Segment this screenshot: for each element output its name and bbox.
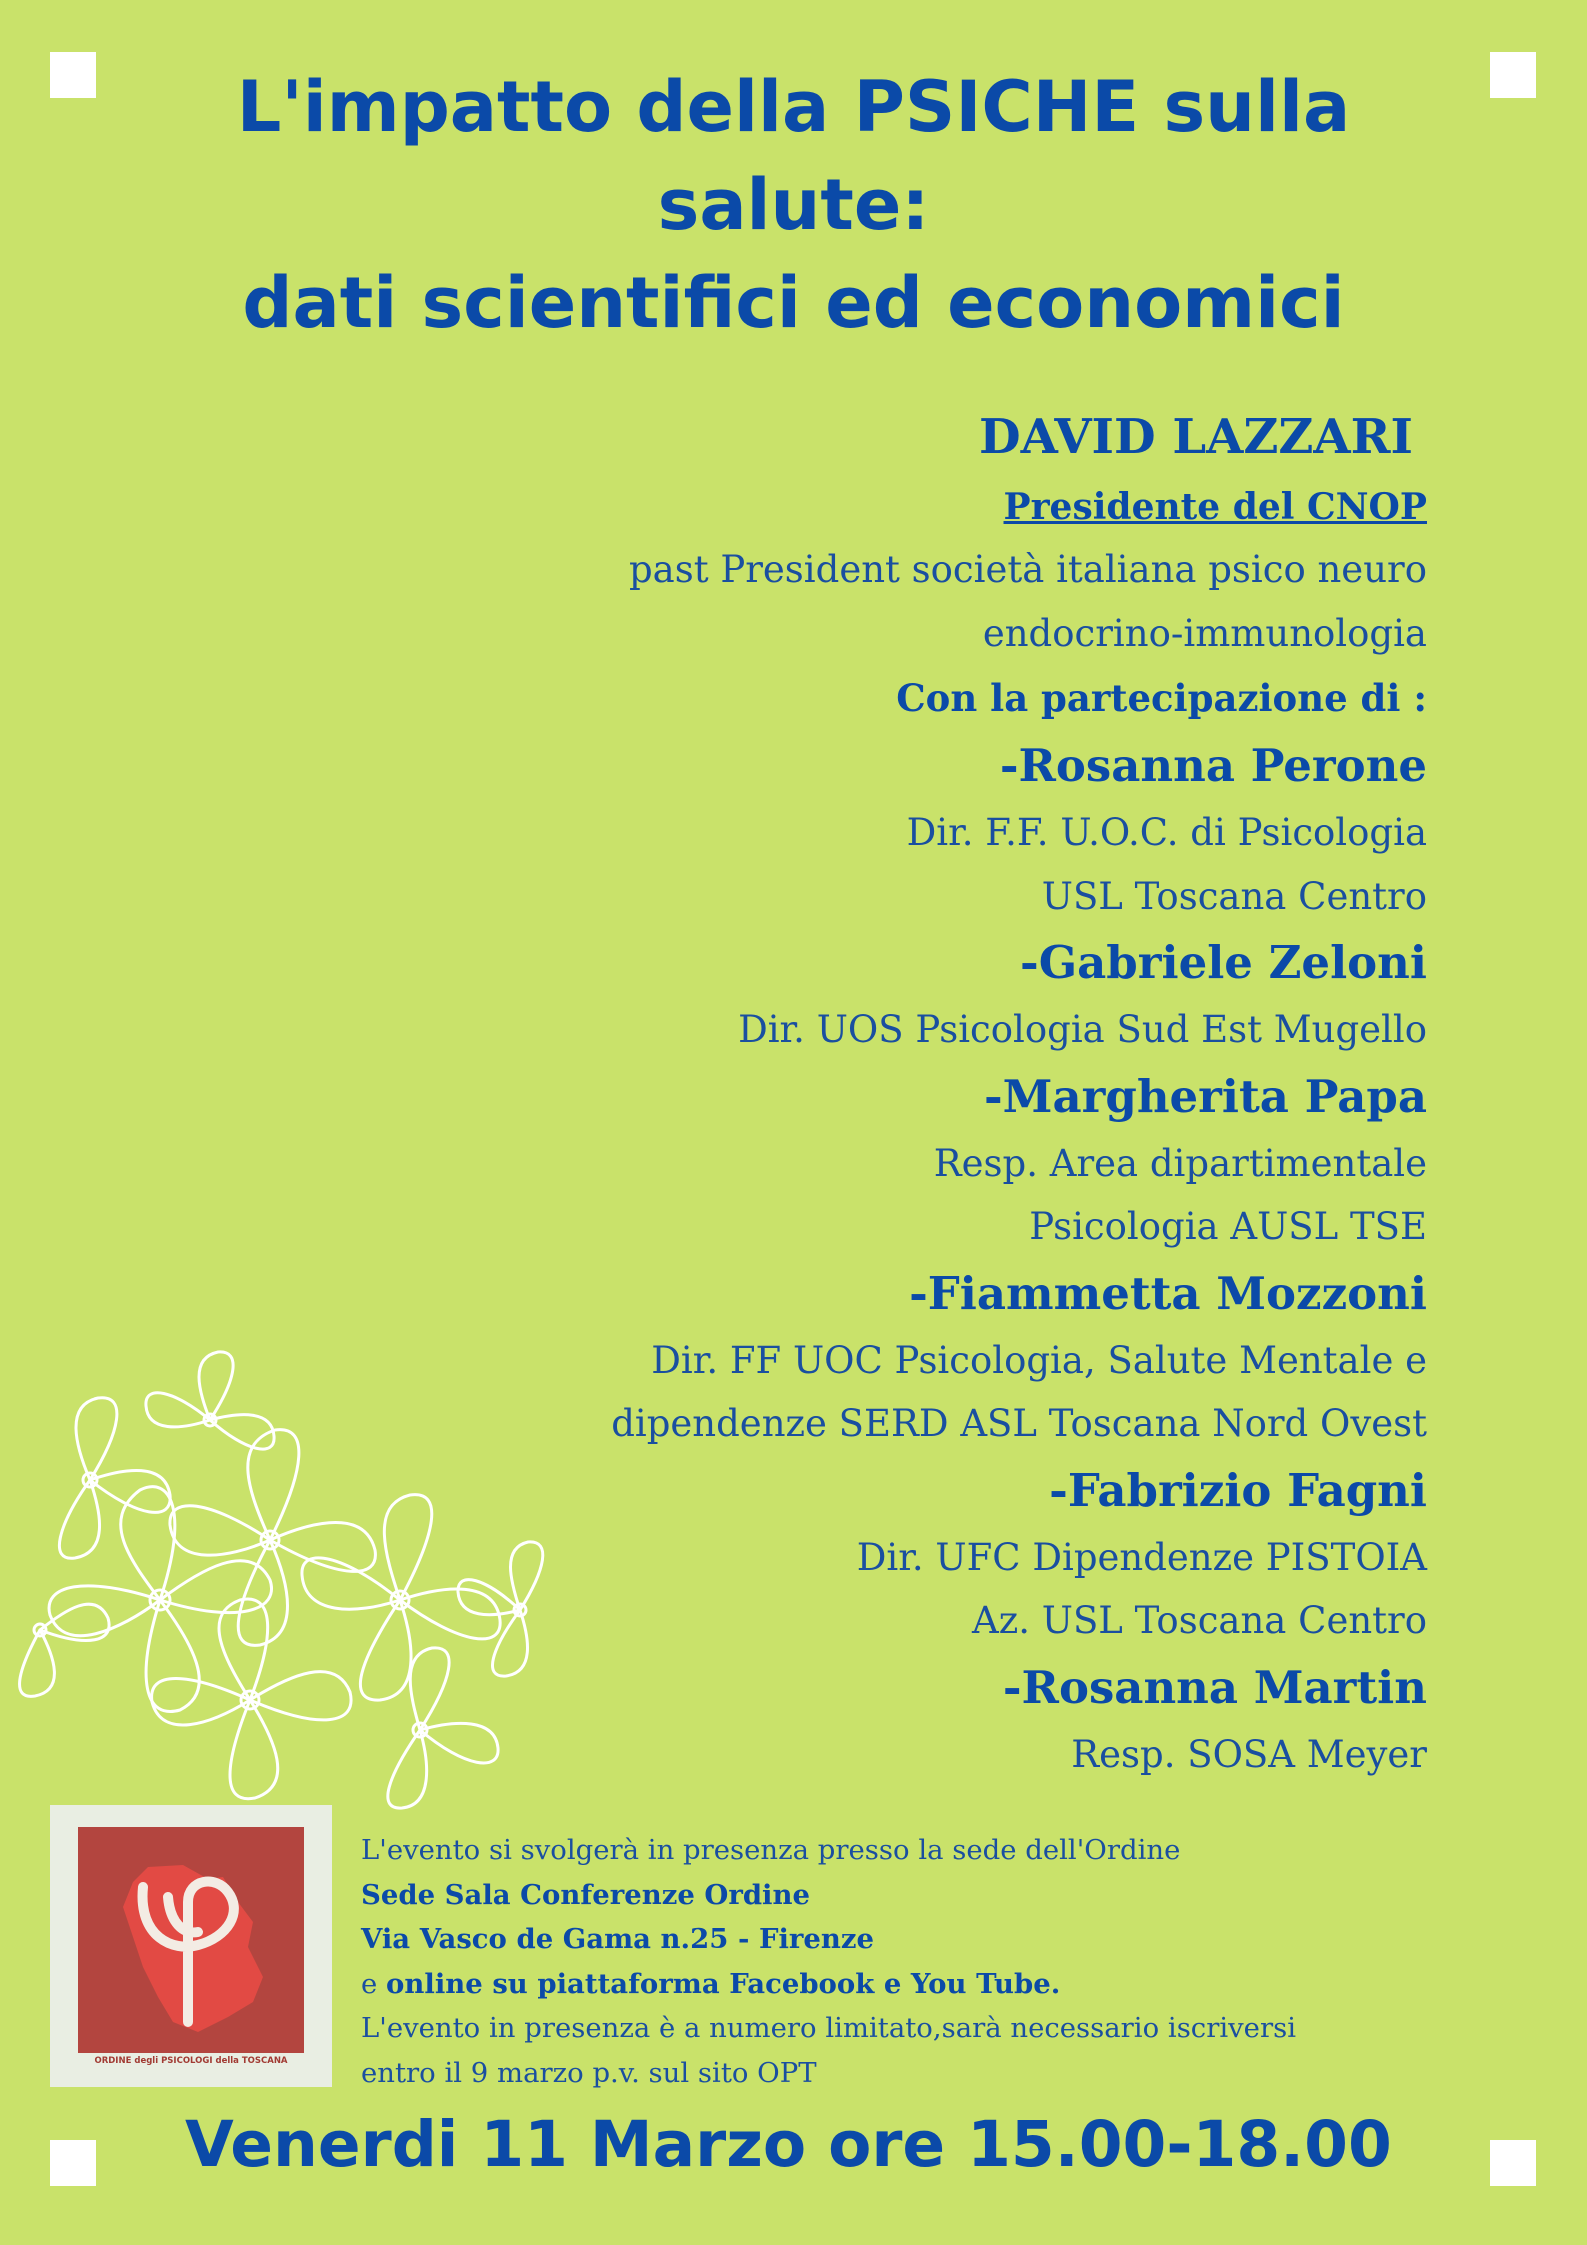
participation-label: Con la partecipazione di : <box>896 676 1427 720</box>
info-address: Via Vasco de Gama n.25 - Firenze <box>361 1923 875 1955</box>
flower-illustration <box>0 1330 580 1810</box>
speaker-role: Dir. F.F. U.O.C. di Psicologia <box>906 811 1427 854</box>
speaker-name: -Fabrizio Fagni <box>1049 1463 1427 1517</box>
speaker-role: Psicologia AUSL TSE <box>1029 1205 1427 1248</box>
corner-square-bottom-left <box>50 2140 96 2186</box>
main-speaker-desc: past President società italiana psico neuro <box>628 548 1427 591</box>
speaker-role: Resp. SOSA Meyer <box>1071 1732 1427 1776</box>
logo-caption: ORDINE degli PSICOLOGI della TOSCANA <box>94 2056 288 2066</box>
info-online-prefix: e <box>361 1967 387 2000</box>
speaker-role: Dir. UFC Dipendenze PISTOIA <box>856 1535 1427 1579</box>
info-registration-note: L'evento in presenza è a numero limitato,sarà necessario iscriversi <box>361 2012 1297 2044</box>
speaker-name: -Gabriele Zeloni <box>1020 936 1427 989</box>
corner-square-top-right <box>1490 52 1536 98</box>
speaker-role: Dir. UOS Psicologia Sud Est Mugello <box>738 1008 1427 1051</box>
info-registration-deadline: entro il 9 marzo p.v. sul sito OPT <box>361 2056 817 2089</box>
event-info <box>361 1828 1361 2095</box>
speaker-role: Resp. Area dipartimentale <box>933 1141 1427 1185</box>
main-speaker-role: Presidente del CNOP <box>1003 486 1427 528</box>
main-speaker-desc: endocrino-immunologia <box>982 611 1427 655</box>
main-speaker-name: DAVID LAZZARI <box>978 409 1413 465</box>
info-venue: Sede Sala Conferenze Ordine <box>361 1878 810 1911</box>
info-online: online su piattaforma Facebook e You Tube. <box>386 1967 1061 2000</box>
event-title <box>160 58 1427 352</box>
info-location-note: L'evento si svolgerà in presenza presso la sede dell'Ordine <box>361 1834 1181 1866</box>
speaker-role: Dir. FF UOC Psicologia, Salute Mentale e <box>651 1338 1427 1382</box>
speaker-name: -Rosanna Perone <box>999 739 1427 792</box>
psi-tuscany-logo-icon <box>78 1827 304 2053</box>
opt-logo <box>50 1805 332 2087</box>
corner-square-top-left <box>50 52 96 98</box>
title-line-2: salute: <box>657 164 930 246</box>
speaker-name: -Fiammetta Mozzoni <box>909 1266 1427 1320</box>
speaker-role: USL Toscana Centro <box>1041 874 1427 918</box>
speaker-role: dipendenze SERD ASL Toscana Nord Ovest <box>611 1402 1427 1445</box>
speaker-name: -Margherita Papa <box>984 1069 1427 1123</box>
title-line-1: L'impatto della PSICHE sulla <box>236 66 1351 148</box>
event-datetime: Venerdi 11 Marzo ore 15.00-18.00 <box>185 2108 1392 2181</box>
corner-square-bottom-right <box>1490 2140 1536 2186</box>
title-line-3: dati scientifici ed economici <box>242 262 1345 344</box>
speaker-role: Az. USL Toscana Centro <box>972 1599 1427 1642</box>
speaker-name: -Rosanna Martin <box>1002 1660 1427 1714</box>
